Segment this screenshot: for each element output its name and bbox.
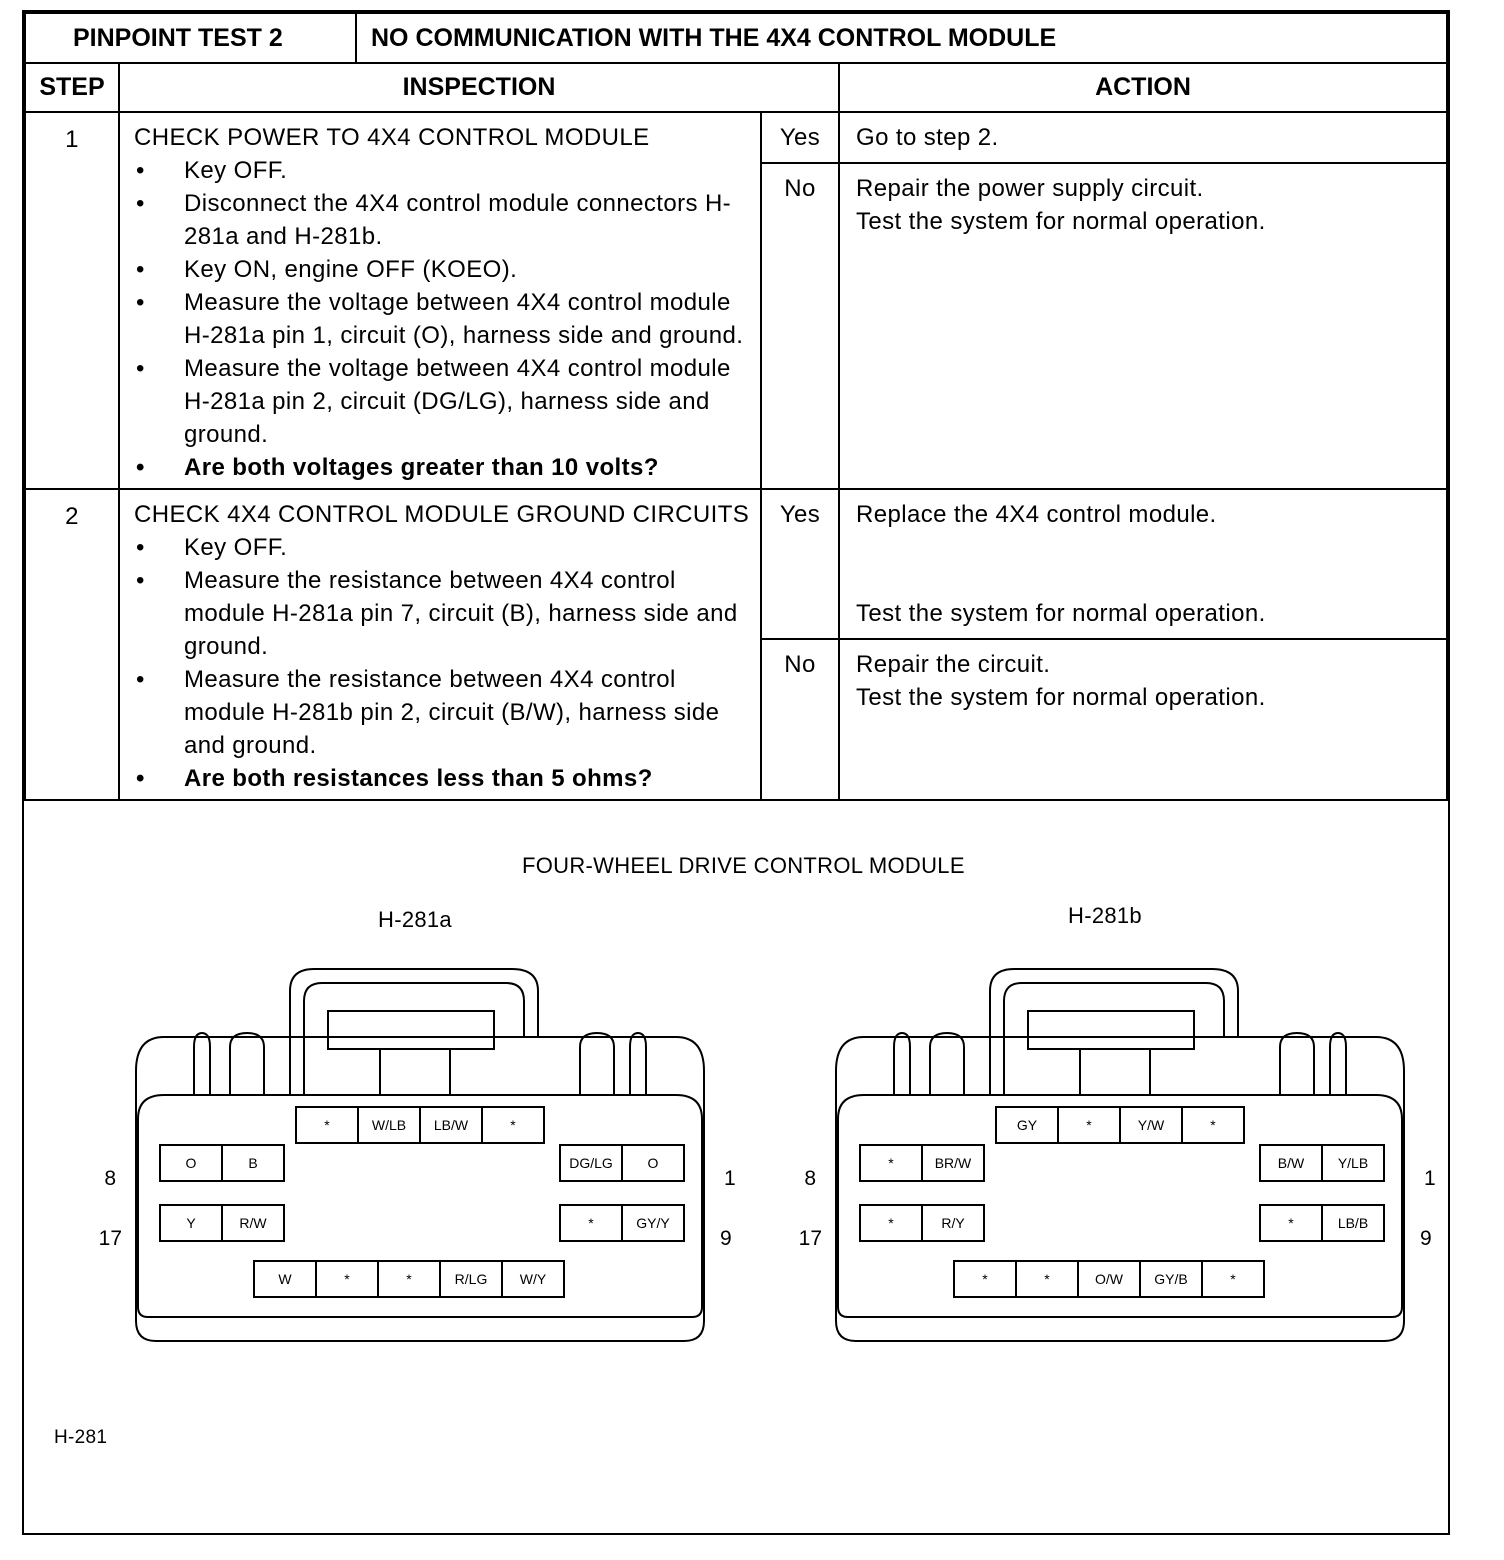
step-1-bullet: • Disconnect the 4X4 control module connectors H-281a and H-281b. <box>134 187 750 253</box>
connector-a-left-upper-pin: B <box>248 1155 258 1171</box>
connector-b-name: H-281b <box>1068 903 1142 928</box>
step-1-number: 1 <box>25 112 119 489</box>
step-1-bullet: • Measure the voltage between 4X4 control module H-281a pin 2, circuit (DG/LG), harness side and ground. <box>134 352 750 451</box>
connector-a-bottom-pin: * <box>406 1271 412 1287</box>
step-2-number: 2 <box>25 489 119 800</box>
connector-a-pin-number: 8 <box>104 1167 116 1190</box>
connector-b-pin-number: 9 <box>1420 1227 1432 1250</box>
connector-b-pin-number: 17 <box>798 1227 822 1250</box>
step-1-bullet: • Measure the voltage between 4X4 control module H-281a pin 1, circuit (O), harness side and ground. <box>134 286 750 352</box>
pinpoint-test-table <box>24 12 1448 801</box>
connector-b-pin-number: 8 <box>804 1167 816 1190</box>
column-header-row <box>25 63 1447 112</box>
connector-a-top-pin: * <box>510 1117 516 1133</box>
connector-a-left-lower-pin: R/W <box>239 1215 267 1231</box>
step-1-bullet: • Key ON, engine OFF (KOEO). <box>134 253 750 286</box>
step-1-bullet: • Key OFF. <box>134 154 750 187</box>
connector-a-pin-number: 17 <box>98 1227 122 1250</box>
step-2-yes-row <box>25 489 1447 639</box>
step-1-inspection <box>119 112 761 489</box>
connector-b-bottom-pin: O/W <box>1095 1271 1123 1287</box>
step-2-no-action-line: Repair the circuit. <box>856 651 1051 678</box>
step-1-no-action-line: Test the system for normal operation. <box>856 208 1266 235</box>
step-2-yes-action-line: Replace the 4X4 control module. <box>856 501 1217 528</box>
connector-b-left-upper-pin: BR/W <box>934 1155 972 1171</box>
step-2-no-label: No <box>761 639 839 800</box>
connector-a-right-lower-pin: GY/Y <box>636 1215 670 1231</box>
figure-id: H-281 <box>54 1427 108 1448</box>
test-label: PINPOINT TEST 2 <box>73 14 310 62</box>
connector-b-top-pin: Y/W <box>1137 1117 1165 1133</box>
connector-b-pin-number: 1 <box>1424 1167 1436 1190</box>
connector-a-right-upper-pin: O <box>647 1155 659 1171</box>
connector-a-latch-window <box>328 1011 494 1049</box>
step-2-yes-label: Yes <box>761 489 839 639</box>
step-2-inspection <box>119 489 761 800</box>
connector-b-latch-window <box>1028 1011 1194 1049</box>
connector-a-latch-tab <box>380 1049 450 1095</box>
connector-diagram <box>24 801 1448 1471</box>
connector-b-bottom-pin: * <box>1230 1271 1236 1287</box>
connector-a-bottom-pin: W/Y <box>519 1271 547 1287</box>
title-row <box>25 13 1447 63</box>
connector-b-bottom-pin: GY/B <box>1154 1271 1188 1287</box>
connector-a-left-upper-pin: O <box>185 1155 197 1171</box>
connector-b-bottom-pin: * <box>982 1271 988 1287</box>
step-2-yes-action-line: Test the system for normal operation. <box>856 600 1266 627</box>
connector-a-latch-rib <box>580 1033 614 1095</box>
connector-a-bottom-pin: W <box>278 1271 292 1287</box>
connector-b-top-pin: * <box>1086 1117 1092 1133</box>
connector-b-left-lower-pin: R/Y <box>941 1215 965 1231</box>
connector-b-right-upper-pin: B/W <box>1277 1155 1305 1171</box>
connector-a-right-lower-pin: * <box>588 1215 594 1231</box>
step-2-question: • Are both resistances less than 5 ohms? <box>134 762 750 795</box>
step-2-title: CHECK 4X4 CONTROL MODULE GROUND CIRCUITS <box>134 501 750 528</box>
connector-a-latch-rib <box>194 1033 210 1095</box>
connector-a-top-pin: W/LB <box>371 1117 407 1133</box>
connector-a-latch-rib <box>230 1033 264 1095</box>
step-2-bullet: • Measure the resistance between 4X4 control module H-281a pin 7, circuit (B), harness side and ground. <box>134 564 750 663</box>
step-1-no-label: No <box>761 163 839 489</box>
step-2-bullet: • Key OFF. <box>134 531 750 564</box>
action-header: ACTION <box>839 63 1447 112</box>
connector-b-right-lower-pin: LB/B <box>1337 1215 1369 1231</box>
step-1-yes-action: Go to step 2. <box>839 112 1447 163</box>
connector-b-latch-rib <box>1280 1033 1314 1095</box>
step-2-no-action <box>839 639 1447 800</box>
connector-b-latch-rib <box>894 1033 910 1095</box>
step-2-yes-action <box>839 489 1447 639</box>
connector-b-top-pin: * <box>1210 1117 1216 1133</box>
connector-a-bottom-pin: * <box>344 1271 350 1287</box>
step-1-yes-row <box>25 112 1447 163</box>
connector-b-bottom-pin: * <box>1044 1271 1050 1287</box>
pinpoint-test-sheet <box>22 10 1450 1535</box>
connector-b-right-lower-pin: * <box>1288 1215 1294 1231</box>
step-1-title: CHECK POWER TO 4X4 CONTROL MODULE <box>134 124 650 151</box>
connector-a-right-upper-pin: DG/LG <box>569 1155 613 1171</box>
connector-a-left-lower-pin: Y <box>186 1215 196 1231</box>
connector-b-housing <box>836 1037 1404 1341</box>
step-1-no-action-line: Repair the power supply circuit. <box>856 175 1204 202</box>
connector-b-latch-tab <box>1080 1049 1150 1095</box>
connector-a-top-pin: * <box>324 1117 330 1133</box>
connector-b-latch-rib <box>1330 1033 1346 1095</box>
connector-a-latch-rib <box>630 1033 646 1095</box>
connector-drawing <box>24 801 1448 1471</box>
test-title: NO COMMUNICATION WITH THE 4X4 CONTROL MODULE <box>371 23 1057 52</box>
connector-a-bottom-pin: R/LG <box>454 1271 488 1287</box>
step-1-no-action <box>839 163 1447 489</box>
connector-b-left-upper-pin: * <box>888 1155 894 1171</box>
connector-b-right-upper-pin: Y/LB <box>1337 1155 1369 1171</box>
connector-b-left-lower-pin: * <box>888 1215 894 1231</box>
connector-b-latch-rib <box>930 1033 964 1095</box>
connector-a-housing <box>136 1037 704 1341</box>
connector-a-pin-number: 9 <box>720 1227 732 1250</box>
step-1-question: • Are both voltages greater than 10 volts? <box>134 451 750 484</box>
connector-b-latch-inner <box>1004 983 1224 1095</box>
inspection-header: INSPECTION <box>119 63 839 112</box>
connector-a-name: H-281a <box>378 907 452 932</box>
step-2-bullet: • Measure the resistance between 4X4 control module H-281b pin 2, circuit (B/W), harness side and ground. <box>134 663 750 762</box>
step-header: STEP <box>25 63 119 112</box>
connector-b-top-pin: GY <box>1016 1117 1038 1133</box>
connector-a-top-pin: LB/W <box>433 1117 469 1133</box>
step-1-bullets <box>134 154 750 484</box>
step-2-bullets <box>134 531 750 795</box>
connector-a-latch-inner <box>304 983 524 1095</box>
step-2-no-action-line: Test the system for normal operation. <box>856 684 1266 711</box>
connector-a-pin-number: 1 <box>724 1167 736 1190</box>
diagram-title: FOUR-WHEEL DRIVE CONTROL MODULE <box>522 853 965 878</box>
step-1-yes-label: Yes <box>761 112 839 163</box>
